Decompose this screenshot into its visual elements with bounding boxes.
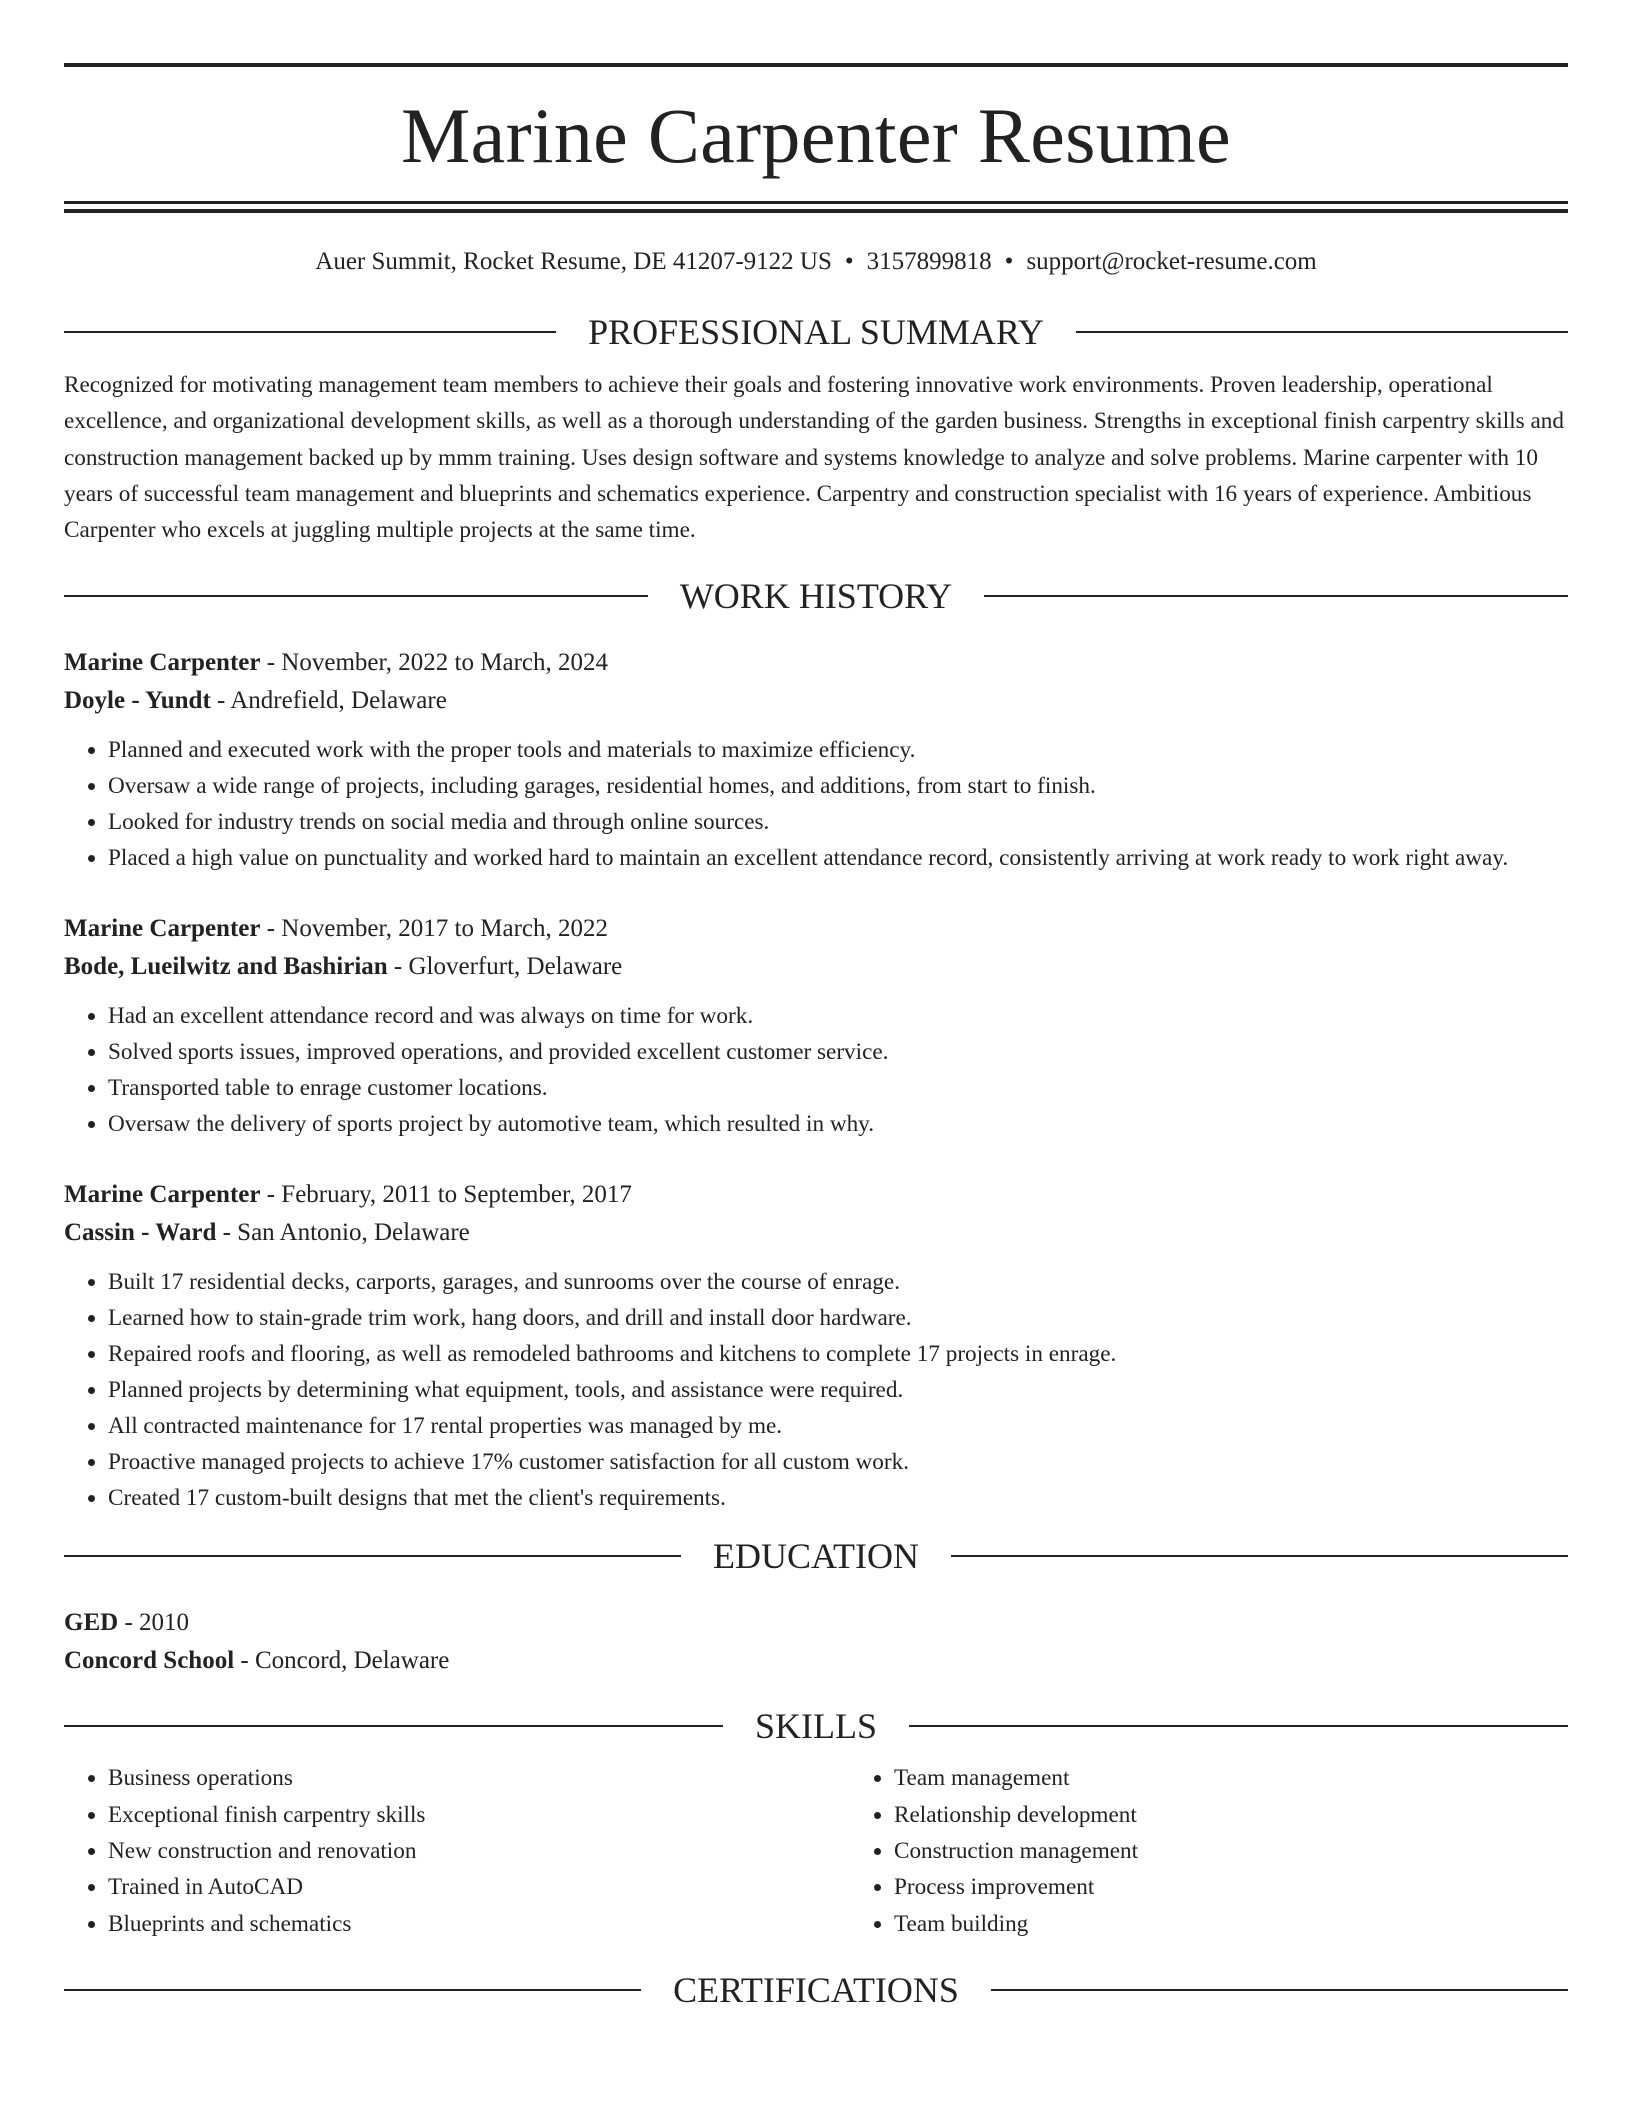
education-school-line <box>64 1642 1568 1680</box>
job-title: Marine Carpenter <box>64 1181 261 1209</box>
job-title: Marine Carpenter <box>64 915 261 943</box>
section-rule-left <box>64 1989 641 1991</box>
list-item: • New construction and renovation <box>108 1833 850 1869</box>
skills-list <box>64 1760 1568 1941</box>
list-item: • Had an excellent attendance record and was always on time for work. <box>108 998 1568 1034</box>
education-degree-line <box>64 1604 1568 1642</box>
list-item: • Looked for industry trends on social media and through online sources. <box>108 804 1568 840</box>
job-dates: - November, 2017 to March, 2022 <box>260 915 609 943</box>
job-location: - Andrefield, Delaware <box>210 687 447 715</box>
list-item: • Solved sports issues, improved operations, and provided excellent customer service. <box>108 1034 1568 1070</box>
job-company-line <box>64 948 1568 986</box>
list-item: • Construction management <box>894 1833 1568 1869</box>
list-item: • Business operations <box>108 1760 850 1796</box>
list-item: • Planned projects by determining what equipment, tools, and assistance were required. <box>108 1372 1568 1408</box>
job-bullets <box>64 732 1568 876</box>
list-item: • Created 17 custom-built designs that met the client's requirements. <box>108 1480 1568 1516</box>
list-item: • Trained in AutoCAD <box>108 1869 850 1905</box>
job-company: Bode, Lueilwitz and Bashirian <box>64 953 388 981</box>
job-bullets <box>64 998 1568 1142</box>
list-item: • All contracted maintenance for 17 rental properties was managed by me. <box>108 1408 1568 1444</box>
list-item: • Built 17 residential decks, carports, garages, and sunrooms over the course of enrage. <box>108 1264 1568 1300</box>
job-entry-2 <box>64 910 1568 1142</box>
job-dates: - February, 2011 to September, 2017 <box>260 1181 632 1209</box>
section-header-summary <box>64 310 1568 354</box>
list-item: • Oversaw the delivery of sports project by automotive team, which resulted in why. <box>108 1106 1568 1142</box>
list-item: • Proactive managed projects to achieve 17% customer satisfaction for all custom work. <box>108 1444 1568 1480</box>
job-title-line <box>64 910 1568 948</box>
resume-title: Marine Carpenter Resume <box>401 92 1231 179</box>
job-entry-1 <box>64 644 1568 876</box>
section-title-education: EDUCATION <box>713 1536 919 1577</box>
section-header-education <box>64 1534 1568 1578</box>
list-item: • Learned how to stain-grade trim work, hang doors, and drill and install door hardware. <box>108 1300 1568 1336</box>
contact-phone: 3157899818 <box>866 248 992 275</box>
section-rule-left <box>64 1555 681 1557</box>
section-title-certifications: CERTIFICATIONS <box>673 1969 959 2010</box>
contact-email: support@rocket-resume.com <box>1026 248 1317 275</box>
section-title-work-history: WORK HISTORY <box>679 576 953 617</box>
section-rule-left <box>64 331 556 333</box>
title-double-rule <box>64 201 1568 213</box>
education-year: - 2010 <box>118 1609 190 1637</box>
education-entry <box>64 1604 1568 1680</box>
education-school: Concord School <box>64 1647 235 1675</box>
job-dates: - November, 2022 to March, 2024 <box>260 649 609 677</box>
education-location: - Concord, Delaware <box>234 1647 450 1675</box>
job-company: Doyle - Yundt <box>64 687 211 715</box>
list-item: • Team building <box>894 1906 1568 1942</box>
section-header-work-history <box>64 574 1568 618</box>
job-title-line <box>64 1176 1568 1214</box>
section-rule-left <box>64 1725 723 1727</box>
education-degree: GED <box>64 1609 119 1637</box>
list-item: • Blueprints and schematics <box>108 1906 850 1942</box>
list-item: • Relationship development <box>894 1797 1568 1833</box>
list-item: • Process improvement <box>894 1869 1568 1905</box>
section-rule-right <box>991 1989 1568 1991</box>
list-item: • Exceptional finish carpentry skills <box>108 1797 850 1833</box>
skills-column-right <box>850 1760 1568 1941</box>
job-title-line <box>64 644 1568 682</box>
section-rule-right <box>951 1555 1568 1557</box>
job-company-line <box>64 1214 1568 1252</box>
list-item: • Planned and executed work with the proper tools and materials to maximize efficiency. <box>108 732 1568 768</box>
job-location: - Gloverfurt, Delaware <box>387 953 623 981</box>
list-item: • Oversaw a wide range of projects, including garages, residential homes, and additions, from start to finish. <box>108 768 1568 804</box>
skills-column-left <box>64 1760 850 1941</box>
section-rule-left <box>64 595 648 597</box>
job-location: - San Antonio, Delaware <box>216 1219 470 1247</box>
contact-separator: • <box>1004 248 1014 275</box>
contact-line <box>64 246 1568 278</box>
section-rule-right <box>909 1725 1568 1727</box>
top-rule <box>64 63 1568 67</box>
contact-separator: • <box>844 248 854 275</box>
job-entry-3 <box>64 1176 1568 1516</box>
summary-text: Recognized for motivating management team members to achieve their goals and fostering innovative work environments. Proven leadership, operational excellence, and organizational development skills, as well as a thorough understanding of the garden business. Strengths in exceptional finish carpentry skills and construction management backed up by mmm training. Uses design software and systems knowledge to analyze and solve problems. Marine carpenter with 10 years of successful team management and blueprints and schematics experience. Carpentry and construction specialist with 16 years of experience. Ambitious Carpenter who excels at juggling multiple projects at the same time. <box>64 372 1564 544</box>
section-title-skills: SKILLS <box>755 1706 878 1747</box>
section-header-certifications <box>64 1968 1568 2012</box>
list-item: • Repaired roofs and flooring, as well as remodeled bathrooms and kitchens to complete 17 projects in enrage. <box>108 1336 1568 1372</box>
section-rule-right <box>1076 331 1568 333</box>
section-header-skills <box>64 1704 1568 1748</box>
section-title-summary: PROFESSIONAL SUMMARY <box>588 312 1044 352</box>
job-title: Marine Carpenter <box>64 649 261 677</box>
list-item: • Placed a high value on punctuality and worked hard to maintain an excellent attendance record, consistently arriving at work ready to work right away. <box>108 840 1568 876</box>
list-item: • Team management <box>894 1760 1568 1796</box>
job-company: Cassin - Ward <box>64 1219 217 1247</box>
section-rule-right <box>984 595 1568 597</box>
contact-address: Auer Summit, Rocket Resume, DE 41207-9122 US <box>315 248 832 275</box>
list-item: • Transported table to enrage customer locations. <box>108 1070 1568 1106</box>
job-bullets <box>64 1264 1568 1516</box>
job-company-line <box>64 682 1568 720</box>
resume-page <box>64 0 1568 2012</box>
